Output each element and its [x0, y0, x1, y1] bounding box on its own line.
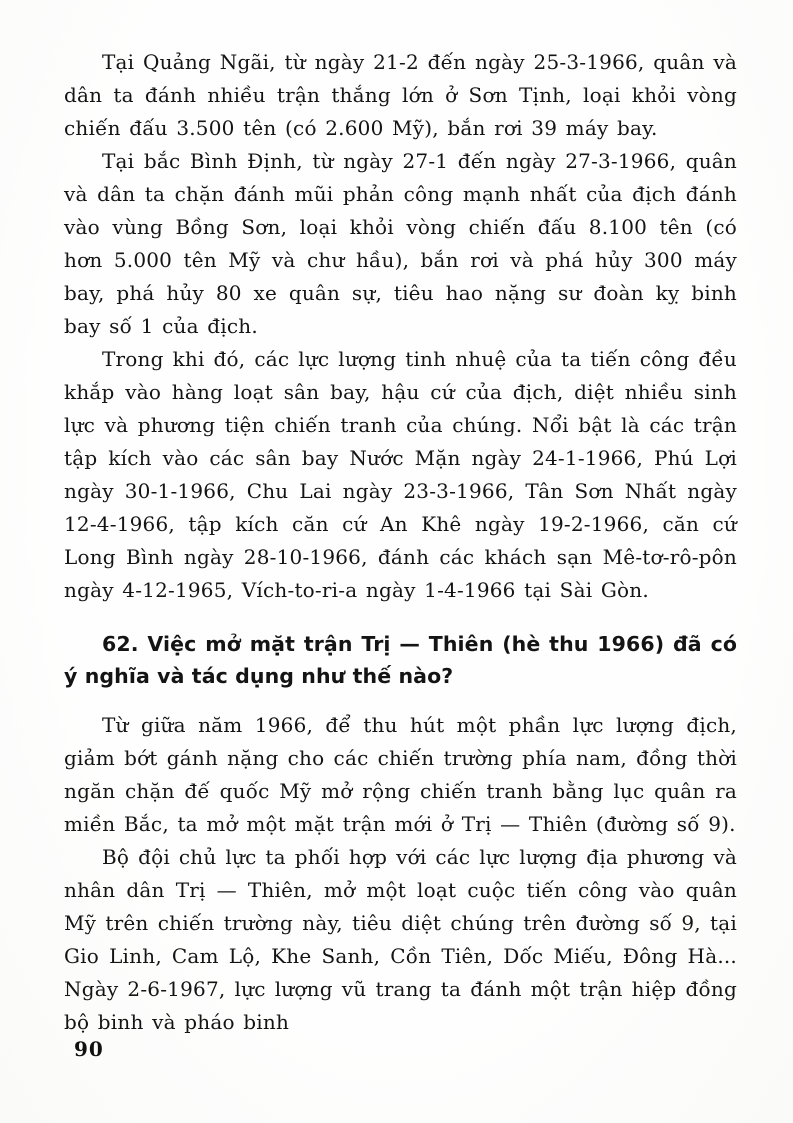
- paragraph: Bộ đội chủ lực ta phối hợp với các lực lượng địa phương và nhân dân Trị — Thiên, mở một loạt cuộc tiến công vào quân Mỹ trên chiến trường này, tiêu diệt chúng trên đường số 9, tại Gio Linh, Cam Lộ, Khe Sanh, Cồn Tiên, Dốc Miếu, Đông Hà... Ngày 2-6-1967, lực lượng vũ trang ta đánh một trận hiệp đồng bộ binh và pháo binh: [64, 845, 737, 1034]
- paragraph: Tại bắc Bình Định, từ ngày 27-1 đến ngày 27-3-1966, quân và dân ta chặn đánh mũi phản công mạnh nhất của địch đánh vào vùng Bồng Sơn, loại khỏi vòng chiến đấu 8.100 tên (có hơn 5.000 tên Mỹ và chư hầu), bắn rơi và phá hủy 300 máy bay, phá hủy 80 xe quân sự, tiêu hao nặng sư đoàn kỵ binh bay số 1 của địch.: [64, 149, 737, 338]
- question-heading: 62. Việc mở mặt trận Trị — Thiên (hè thu 1966) đã có ý nghĩa và tác dụng như thế nào?: [64, 632, 737, 688]
- text-block: [64, 46, 737, 1039]
- paragraph: Trong khi đó, các lực lượng tinh nhuệ của ta tiến công đều khắp vào hàng loạt sân bay, hậu cứ của địch, diệt nhiều sinh lực và phương tiện chiến tranh của chúng. Nổi bật là các trận tập kích vào các sân bay Nước Mặn ngày 24-1-1966, Phú Lợi ngày 30-1-1966, Chu Lai ngày 23-3-1966, Tân Sơn Nhất ngày 12-4-1966, tập kích căn cứ An Khê ngày 19-2-1966, căn cứ Long Bình ngày 28-10-1966, đánh các khách sạn Mê-tơ-rô-pôn ngày 4-12-1965, Vích-to-ri-a ngày 1-4-1966 tại Sài Gòn.: [64, 347, 737, 602]
- paragraph: Từ giữa năm 1966, để thu hút một phần lực lượng địch, giảm bớt gánh nặng cho các chiến trường phía nam, đồng thời ngăn chặn đế quốc Mỹ mở rộng chiến tranh bằng lục quân ra miền Bắc, ta mở một mặt trận mới ở Trị — Thiên (đường số 9).: [64, 713, 737, 836]
- paragraph: Tại Quảng Ngãi, từ ngày 21-2 đến ngày 25-3-1966, quân và dân ta đánh nhiều trận thắng lớn ở Sơn Tịnh, loại khỏi vòng chiến đấu 3.500 tên (có 2.600 Mỹ), bắn rơi 39 máy bay.: [64, 50, 737, 140]
- page-number: 90: [74, 1037, 104, 1061]
